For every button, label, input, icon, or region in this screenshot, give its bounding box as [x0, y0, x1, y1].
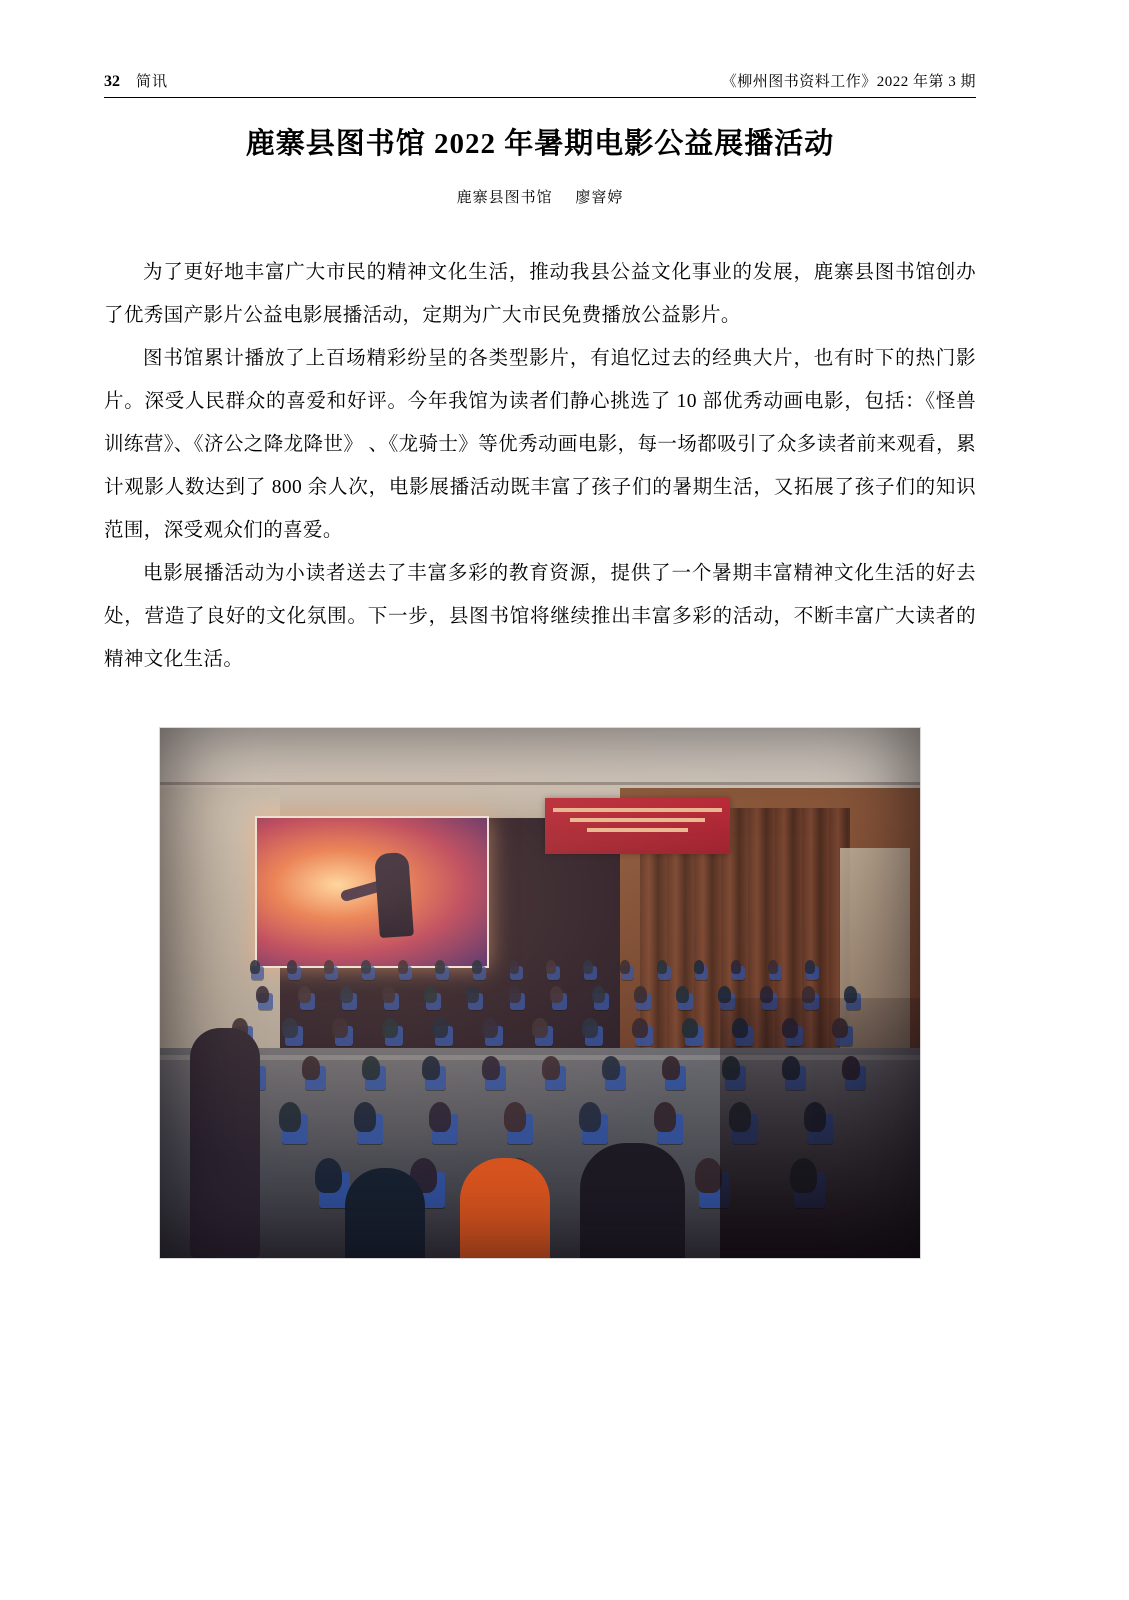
photo-audience-member [422, 1056, 441, 1080]
photo-audience-member [340, 986, 353, 1003]
byline [104, 186, 976, 207]
photo-audience-member [662, 1056, 681, 1080]
photo-audience-member [620, 960, 631, 974]
byline-affiliation: 鹿寨县图书馆 [456, 189, 553, 206]
photo-audience-member [579, 1102, 602, 1132]
photo-audience-member [508, 986, 521, 1003]
photo-audience-member [424, 986, 437, 1003]
byline-author: 廖窨婷 [575, 189, 624, 206]
event-photo [159, 727, 921, 1259]
photo-ceiling-line [160, 782, 920, 785]
photo-audience-member [382, 1018, 398, 1038]
journal-issue-label: 《柳州图书资料工作》2022 年第 3 期 [721, 74, 976, 90]
photo-audience-member [602, 1056, 621, 1080]
paragraph-2: 图书馆累计播放了上百场精彩纷呈的各类型影片，有追忆过去的经典大片，也有时下的热门影片。深受人民群众的喜爱和好评。今年我馆为读者们静心挑选了 10 部优秀动画电影，包括：《怪兽训练营》、《济公之降龙降世》 、《龙骑士》等优秀动画电影，每一场都吸引了众多读者前来观看，累计观影人数达到了 800 余人次，电影展播活动既丰富了孩子们的暑期生活，又拓展了孩子们的知识范围，深受观众们的喜爱。 [104, 347, 976, 541]
photo-foreground-person [345, 1168, 425, 1259]
photo-audience-member [466, 986, 479, 1003]
article-body [104, 251, 976, 681]
photo-audience-member [768, 960, 779, 974]
photo-audience-member [532, 1018, 548, 1038]
photo-audience-member [287, 960, 298, 974]
photo-audience-member [362, 1056, 381, 1080]
photo-screen-figure [374, 852, 414, 938]
running-head [104, 70, 976, 98]
photo-audience-member [509, 960, 520, 974]
photo-audience-member [361, 960, 372, 974]
photo-audience-member [657, 960, 668, 974]
photo-audience-member [256, 986, 269, 1003]
photo-audience-member [282, 1018, 298, 1038]
photo-audience-member [695, 1158, 722, 1194]
photo-audience-member [482, 1018, 498, 1038]
photo-audience-member [504, 1102, 527, 1132]
photo-audience-member [398, 960, 409, 974]
photo-foreground-person [190, 1028, 260, 1258]
photo-audience-member [654, 1102, 677, 1132]
photo-foreground-person [580, 1143, 685, 1259]
paragraph-1: 为了更好地丰富广大市民的精神文化生活，推动我县公益文化事业的发展，鹿寨县图书馆创办了优秀国产影片公益电影展播活动，定期为广大市民免费播放公益影片。 [104, 261, 976, 326]
paragraph-3: 电影展播活动为小读者送去了丰富多彩的教育资源，提供了一个暑期丰富精神文化生活的好去处，营造了良好的文化氛围。下一步，县图书馆将继续推出丰富多彩的活动，不断丰富广大读者的精神文化生活。 [104, 562, 976, 670]
photo-audience-member [354, 1102, 377, 1132]
photo-audience-member [332, 1018, 348, 1038]
photo-audience-member [550, 986, 563, 1003]
photo-audience-member [731, 960, 742, 974]
photo-projection-screen [255, 816, 489, 968]
photo-audience-member [429, 1102, 452, 1132]
photo-audience-member [315, 1158, 342, 1194]
photo-audience-member [435, 960, 446, 974]
photo-audience-member [582, 1018, 598, 1038]
photo-audience-member [694, 960, 705, 974]
photo-audience-member [298, 986, 311, 1003]
photo-audience-member [583, 960, 594, 974]
photo-audience-member [682, 1018, 698, 1038]
photo-event-banner [545, 798, 730, 854]
figure [104, 727, 976, 1259]
photo-audience-member [324, 960, 335, 974]
page-content [104, 70, 976, 1259]
photo-audience-member [382, 986, 395, 1003]
article-title: 鹿寨县图书馆 2022 年暑期电影公益展播活动 [245, 128, 835, 160]
photo-audience-member [472, 960, 483, 974]
photo-audience-member [634, 986, 647, 1003]
running-head-left [104, 70, 168, 91]
photo-audience-member [632, 1018, 648, 1038]
page-number: 32 [104, 73, 120, 90]
photo-audience-member [542, 1056, 561, 1080]
photo-audience-member [592, 986, 605, 1003]
photo-audience-member [805, 960, 816, 974]
photo-shadow-right [720, 998, 920, 1258]
section-label: 简讯 [136, 74, 169, 90]
photo-audience-member [302, 1056, 321, 1080]
photo-audience-member [482, 1056, 501, 1080]
photo-audience-member [432, 1018, 448, 1038]
photo-audience-member [279, 1102, 302, 1132]
photo-foreground-person [460, 1158, 550, 1259]
photo-audience-member [250, 960, 261, 974]
photo-audience-member [546, 960, 557, 974]
photo-audience-member [676, 986, 689, 1003]
photo-banner-text-lines [553, 808, 722, 838]
